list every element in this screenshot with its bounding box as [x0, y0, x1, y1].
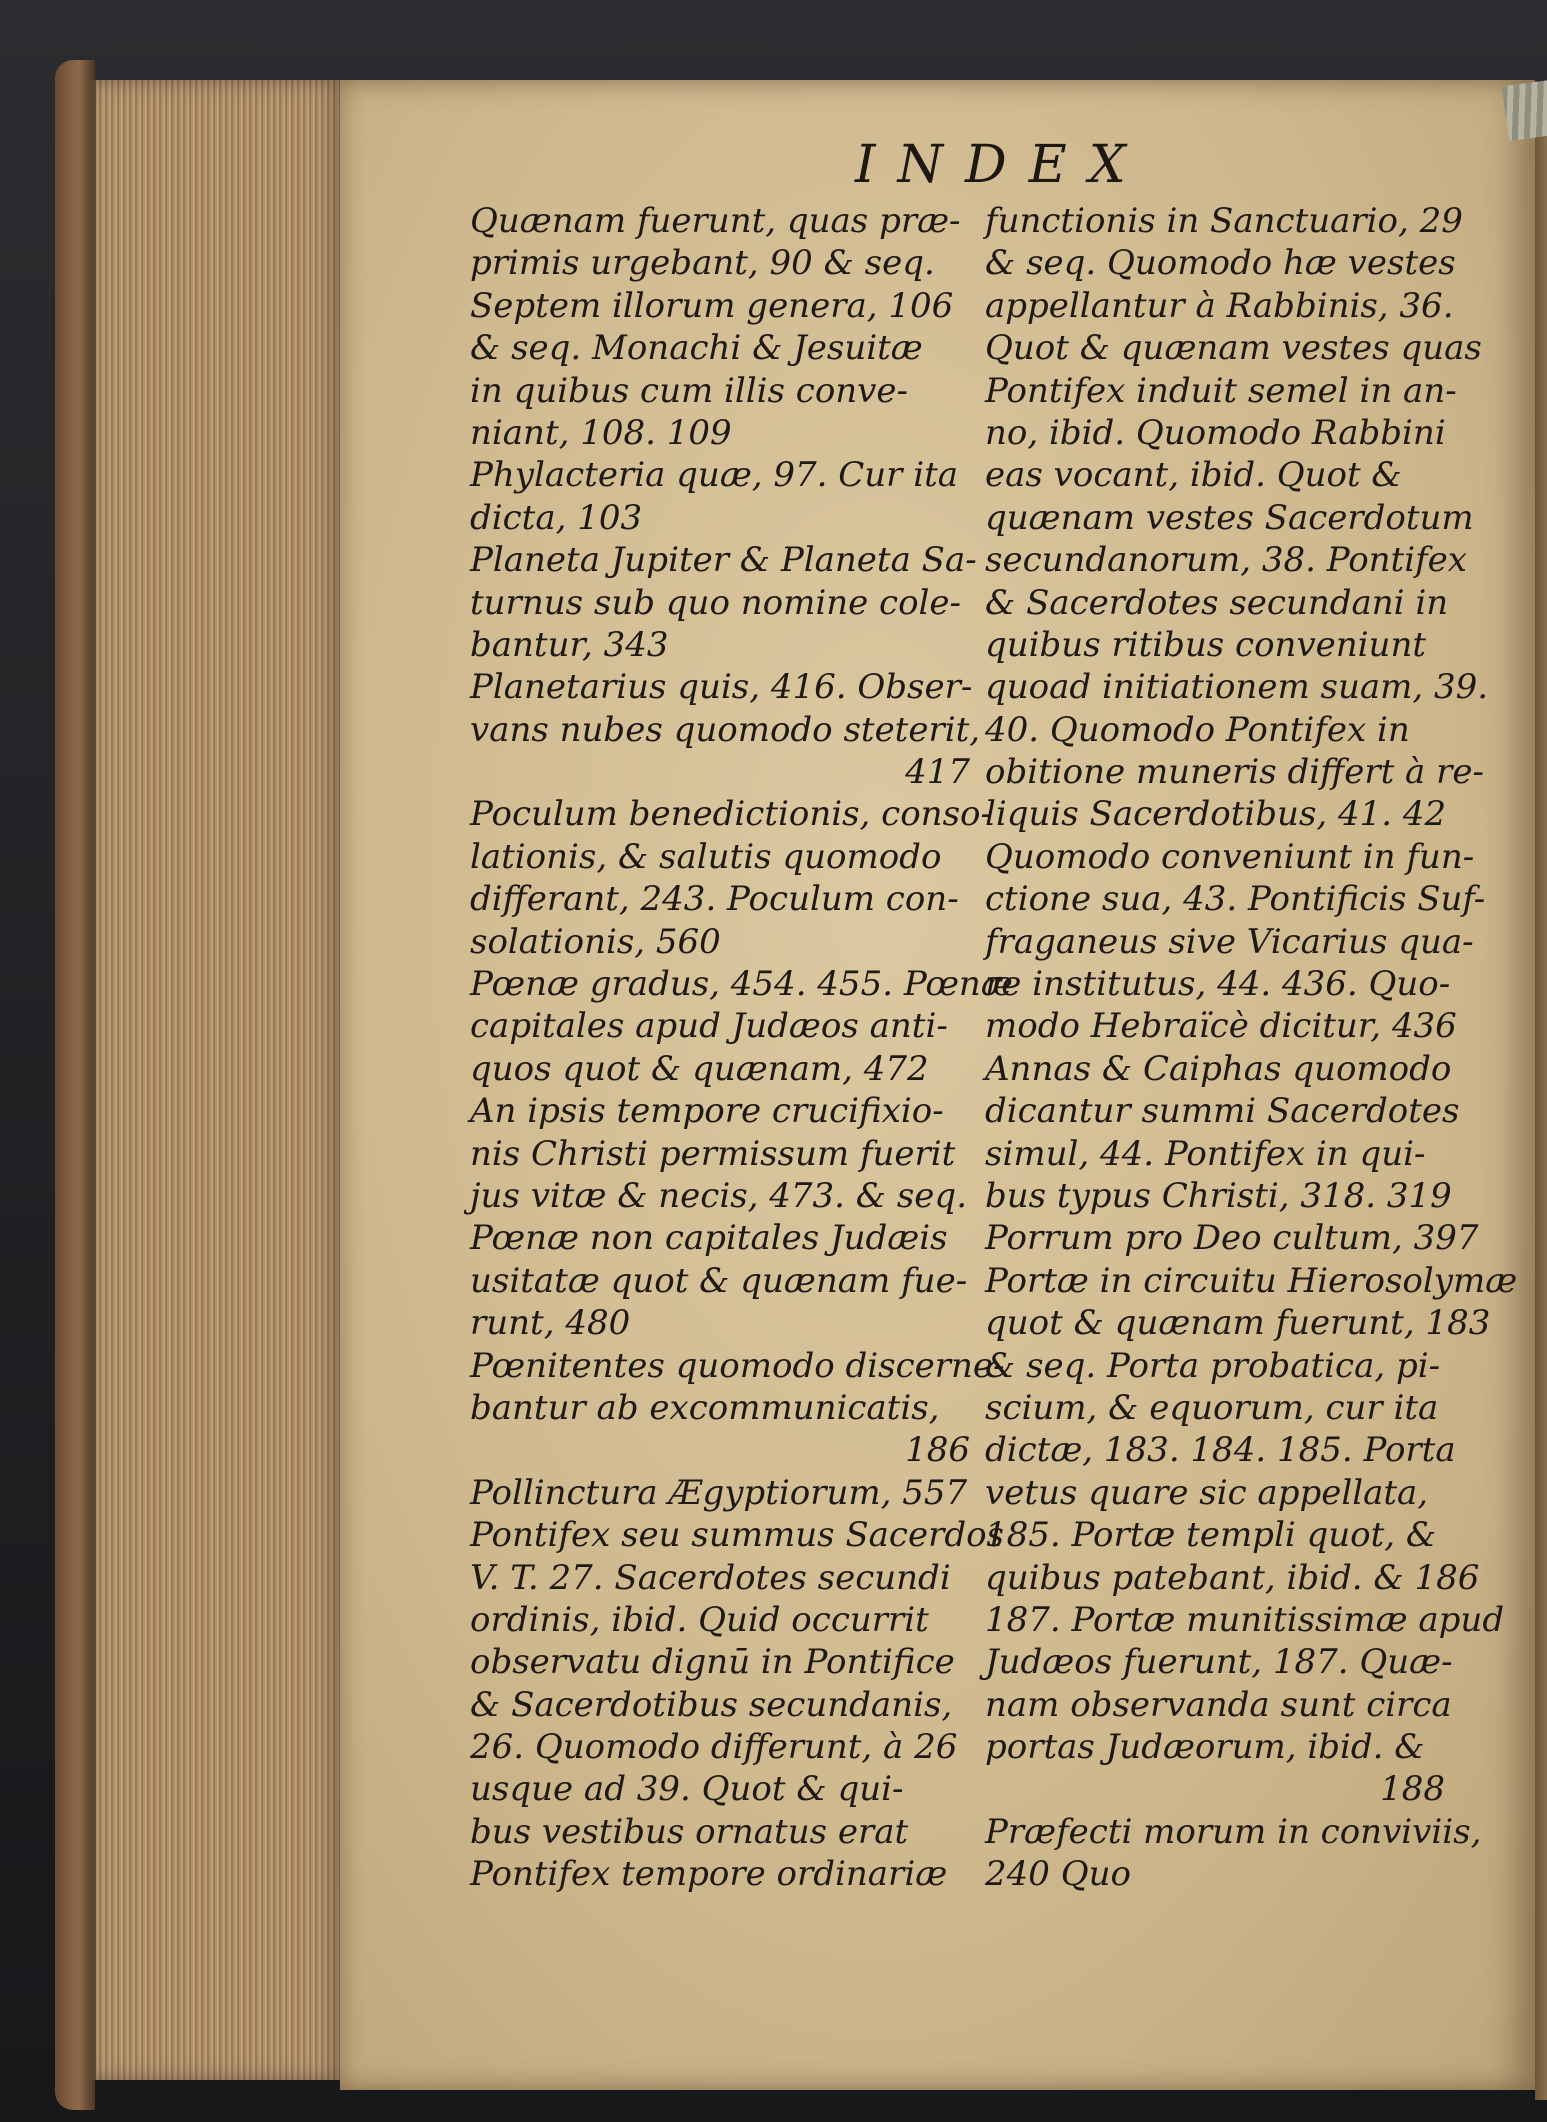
- facing-page-edge: [1535, 100, 1547, 2100]
- index-entry-line: Poculum benedictionis, conso-: [470, 794, 992, 835]
- index-entry-line: capitales apud Judæos anti-: [470, 1006, 948, 1047]
- index-entry-line: 187. Portæ munitissimæ apud: [985, 1599, 1505, 1640]
- index-entry-line: modo Hebraïcè dicitur, 436: [985, 1006, 1457, 1047]
- index-entry-line: primis urgebant, 90 & seq.: [470, 243, 935, 284]
- index-entry-line: jus vitæ & necis, 473. & seq.: [470, 1175, 968, 1216]
- index-entry-line: re institutus, 44. 436. Quo-: [985, 964, 1451, 1005]
- index-column-left: [470, 200, 1013, 1896]
- index-entry-line: Portæ in circuitu Hierosolymæ: [985, 1260, 1518, 1301]
- index-entry-line: appellantur à Rabbinis, 36.: [985, 285, 1454, 326]
- index-entry-line: solationis, 560: [470, 921, 721, 962]
- index-entry-line: Judæos fuerunt, 187. Quæ-: [985, 1642, 1453, 1683]
- index-entry-line: secundanorum, 38. Pontifex: [985, 540, 1467, 581]
- index-entry-line: Pontifex seu summus Sacerdos: [470, 1515, 1005, 1556]
- index-entry-line: 186: [905, 1430, 970, 1471]
- index-entry-line: usitatæ quot & quænam fue-: [470, 1260, 968, 1301]
- index-entry-line: in quibus cum illis conve-: [470, 370, 908, 411]
- index-entry-line: liquis Sacerdotibus, 41. 42: [985, 794, 1447, 835]
- index-entry-line: bantur, 343: [470, 624, 669, 665]
- index-entry-line: Pollinctura Ægyptiorum, 557: [470, 1472, 968, 1513]
- index-entry-line: no, ibid. Quomodo Rabbini: [985, 412, 1446, 453]
- index-entry-line: Planeta Jupiter & Planeta Sa-: [470, 540, 977, 581]
- index-entry-line: dicantur summi Sacerdotes: [985, 1091, 1460, 1132]
- index-entry-line: Annas & Caiphas quomodo: [985, 1048, 1452, 1089]
- index-entry-line: Quot & quænam vestes quas: [985, 328, 1482, 369]
- index-entry-line: lationis, & salutis quomodo: [470, 836, 942, 877]
- index-entry-line: quos quot & quænam, 472: [470, 1048, 929, 1089]
- index-entry-line: 185. Portæ templi quot, &: [985, 1515, 1437, 1556]
- index-entry-line: quibus ritibus conveniunt: [985, 624, 1427, 665]
- index-entry-line: Pœnæ gradus, 454. 455. Pœnæ: [470, 964, 1013, 1005]
- index-entry-line: Præfecti morum in conviviis,: [985, 1811, 1482, 1852]
- index-entry-line: 40. Quomodo Pontifex in: [985, 709, 1410, 750]
- index-column-right: [985, 200, 1518, 1896]
- index-entry-line: 240 Quo: [985, 1854, 1131, 1895]
- page-block-edges: [90, 80, 346, 2080]
- index-entry-line: quibus patebant, ibid. & 186: [985, 1557, 1480, 1598]
- index-entry-line: niant, 108. 109: [470, 412, 732, 453]
- index-entry-line: observatu dignū in Pontifice: [470, 1642, 955, 1683]
- index-entry-line: Phylacteria quæ, 97. Cur ita: [470, 455, 959, 496]
- index-entry-line: quænam vestes Sacerdotum: [985, 497, 1474, 538]
- index-entry-line: & Sacerdotes secundani in: [985, 582, 1449, 623]
- index-entry-line: bus vestibus ornatus erat: [470, 1811, 909, 1852]
- index-entry-line: 26. Quomodo differunt, à 26: [470, 1727, 958, 1768]
- index-entry-line: An ipsis tempore crucifixio-: [470, 1091, 944, 1132]
- index-entry-line: Porrum pro Deo cultum, 397: [985, 1218, 1479, 1259]
- index-entry-line: ordinis, ibid. Quid occurrit: [470, 1599, 929, 1640]
- index-entry-line: eas vocant, ibid. Quot &: [985, 455, 1402, 496]
- index-entry-line: dicta, 103: [470, 497, 643, 538]
- index-entry-line: dictæ, 183. 184. 185. Porta: [985, 1430, 1456, 1471]
- index-entry-line: usque ad 39. Quot & qui-: [470, 1769, 904, 1810]
- index-entry-line: & seq. Quomodo hæ vestes: [985, 243, 1456, 284]
- index-entry-line: Septem illorum genera, 106: [470, 285, 954, 326]
- index-entry-line: quot & quænam fuerunt, 183: [985, 1303, 1491, 1344]
- index-entry-line: fraganeus sive Vicarius qua-: [985, 921, 1474, 962]
- index-entry-line: differant, 243. Poculum con-: [470, 879, 959, 920]
- index-entry-line: bus typus Christi, 318. 319: [985, 1175, 1452, 1216]
- index-entry-line: vans nubes quomodo steterit,: [470, 709, 981, 750]
- index-entry-line: V. T. 27. Sacerdotes secundi: [470, 1557, 951, 1598]
- page-header: INDEX: [855, 135, 1148, 195]
- index-entry-line: ctione sua, 43. Pontificis Suf-: [985, 879, 1486, 920]
- index-entry-line: nis Christi permissum fuerit: [470, 1133, 956, 1174]
- index-entry-line: functionis in Sanctuario, 29: [985, 201, 1463, 241]
- index-entry-line: vetus quare sic appellata,: [985, 1472, 1429, 1513]
- index-entry-line: nam observanda sunt circa: [985, 1684, 1452, 1725]
- index-entry-line: Quænam fuerunt, quas præ-: [470, 201, 961, 241]
- index-entry-line: obitione muneris differt à re-: [985, 752, 1484, 793]
- index-entry-line: 188: [1380, 1769, 1445, 1810]
- index-entry-line: Pontifex tempore ordinariæ: [470, 1854, 948, 1895]
- index-entry-line: scium, & equorum, cur ita: [985, 1387, 1439, 1428]
- index-entry-line: Planetarius quis, 416. Obser-: [470, 667, 973, 708]
- index-entry-line: 417: [905, 752, 970, 793]
- index-entry-line: Pœnæ non capitales Judæis: [470, 1218, 948, 1259]
- index-entry-line: bantur ab excommunicatis,: [470, 1387, 940, 1428]
- index-entry-line: quoad initiationem suam, 39.: [985, 667, 1489, 708]
- index-entry-line: turnus sub quo nomine cole-: [470, 582, 962, 623]
- index-entry-line: portas Judæorum, ibid. &: [985, 1727, 1425, 1768]
- book-cover-edge: [55, 60, 95, 2110]
- index-entry-line: runt, 480: [470, 1303, 631, 1344]
- index-entry-line: & seq. Porta probatica, pi-: [985, 1345, 1441, 1386]
- index-entry-line: Pœnitentes quomodo discerne-: [470, 1345, 1005, 1386]
- index-entry-line: simul, 44. Pontifex in qui-: [985, 1133, 1426, 1174]
- index-entry-line: Pontifex induit semel in an-: [985, 370, 1457, 411]
- index-entry-line: & Sacerdotibus secundanis,: [470, 1684, 953, 1725]
- index-entry-line: Quomodo conveniunt in fun-: [985, 836, 1475, 877]
- index-entry-line: & seq. Monachi & Jesuitæ: [470, 328, 923, 369]
